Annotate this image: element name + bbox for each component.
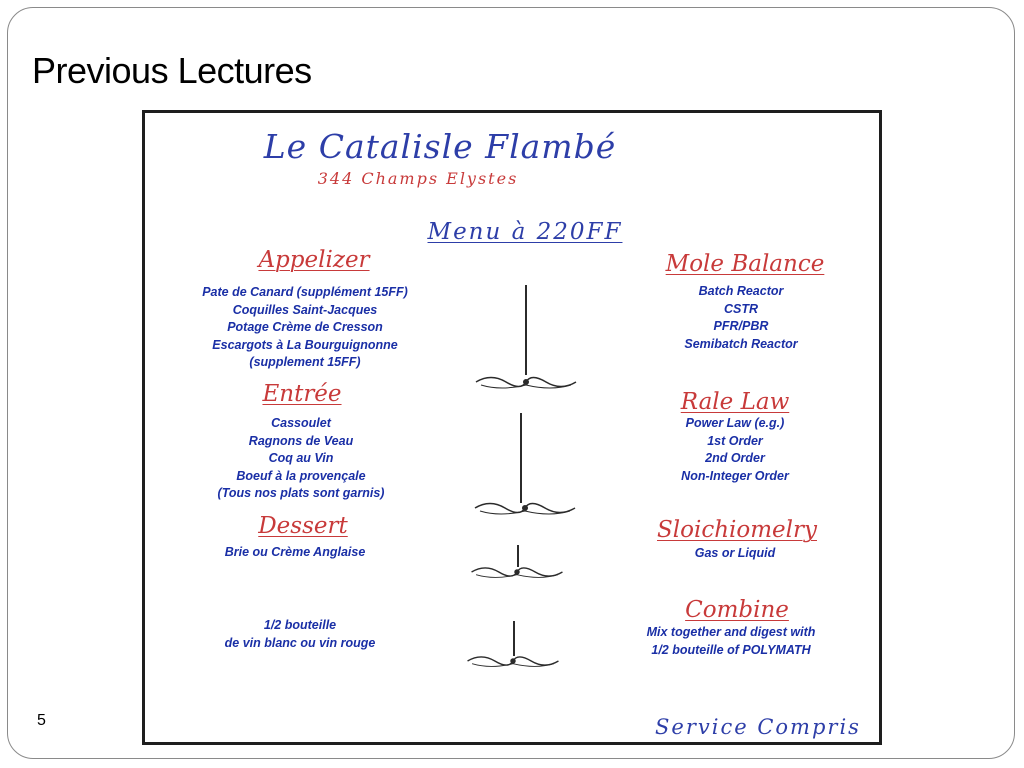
ornament-icon [471, 371, 581, 393]
stoichiometry-heading: Sloichiomelry [657, 517, 817, 543]
list-item: Escargots à La Bourguignonne [212, 337, 398, 352]
entree-heading: Entrée [262, 381, 342, 407]
dessert-heading: Dessert [258, 513, 348, 539]
list-item: Brie ou Crème Anglaise [224, 545, 366, 559]
list-item: Coquilles Saint-Jacques [232, 302, 378, 317]
combine-list [647, 624, 816, 659]
list-item: Batch Reactor [698, 284, 784, 298]
list-item: 1/2 bouteille of POLYMATH [651, 642, 811, 657]
ornament-icon [470, 497, 580, 519]
list-item: Ragnons de Veau [248, 433, 354, 448]
slide-number: 5 [37, 712, 46, 729]
menu-price: Menu à 220FF [427, 219, 623, 245]
combine-heading: Combine [685, 597, 789, 623]
mole-balance-list [684, 283, 797, 353]
wine-list [225, 617, 376, 652]
list-item: 1/2 bouteille [263, 618, 337, 632]
list-item: Potage Crème de Cresson [227, 320, 383, 334]
list-item: Cassoulet [271, 416, 331, 430]
appetizer-heading: Appelizer [258, 247, 370, 273]
mole-balance-heading: Mole Balance [665, 251, 825, 277]
ornament-icon [463, 651, 563, 671]
divider-stem [520, 413, 522, 503]
list-item: Mix together and digest with [646, 625, 816, 639]
list-item: Power Law (e.g.) [685, 416, 785, 430]
list-item: 1st Order [707, 433, 763, 448]
list-item: Coq au Vin [268, 451, 334, 465]
ornament-icon [467, 562, 567, 582]
appetizer-list [202, 284, 408, 372]
dessert-list [225, 544, 366, 562]
page-title: Previous Lectures [32, 50, 312, 91]
stoichiometry-list [695, 545, 776, 563]
list-item: Semibatch Reactor [684, 336, 798, 351]
entree-list [218, 415, 385, 503]
divider-stem [525, 285, 527, 375]
list-item: (supplement 15FF) [249, 355, 361, 369]
list-item: Gas or Liquid [694, 546, 776, 560]
rate-law-heading: Rale Law [680, 389, 790, 415]
list-item: Pate de Canard (supplément 15FF) [202, 285, 408, 299]
list-item: de vin blanc ou vin rouge [224, 635, 376, 650]
list-item: 2nd Order [705, 451, 765, 465]
service-note: Service Compris [655, 715, 861, 739]
list-item: Boeuf à la provençale [236, 468, 366, 483]
list-item: Non-Integer Order [681, 468, 789, 483]
menu-image [142, 110, 882, 745]
rate-law-list [681, 415, 789, 485]
restaurant-name: Le Catalisle Flambé [263, 127, 617, 166]
list-item: PFR/PBR [713, 319, 769, 333]
list-item: CSTR [723, 301, 759, 316]
list-item: (Tous nos plats sont garnis) [217, 486, 385, 500]
restaurant-address: 344 Champs Elystes [317, 169, 519, 188]
